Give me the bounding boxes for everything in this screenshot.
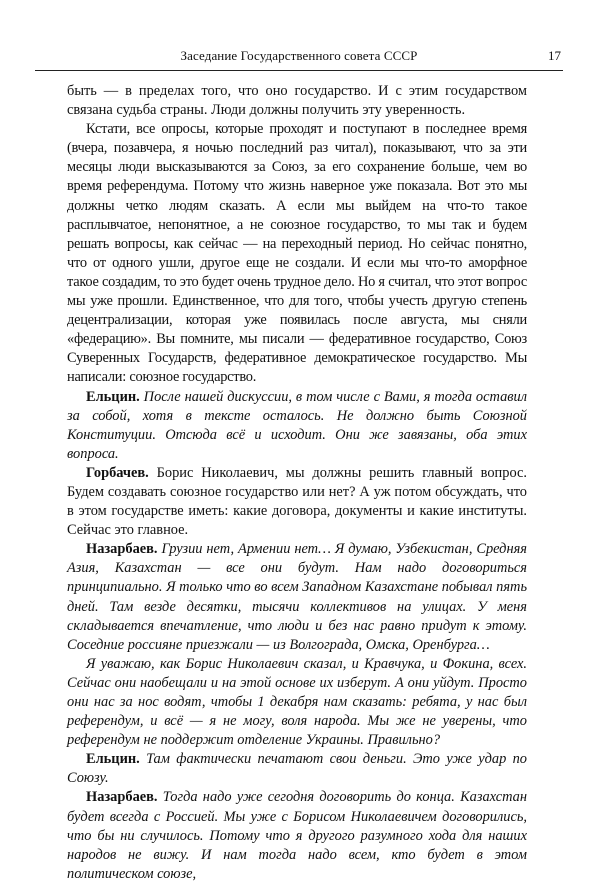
paragraph xyxy=(67,120,527,387)
paragraph-text: Тогда надо уже сегодня договорить до конца. Казахстан будет всегда с Россией. Мы уже с Борисом Николаевичем договорились, что бы ни случилось. Потому что я другого разумного хода для наших народов не вижу. И нам тогда надо всем, кто будет в этом политическом союзе, xyxy=(67,789,527,882)
speaker-name: Ельцин. xyxy=(86,751,147,768)
speaker-name: Горбачев. xyxy=(86,464,157,481)
speaker-name: Ельцин. xyxy=(86,388,144,405)
paragraph-text: Грузии нет, Армении нет… Я думаю, Узбекистан, Средняя Азия, Казахстан — все они будут. Нам надо договориться принципиально. Я только что во всем Западном Казахстане побывал пять дней. Там везде десятки, тысячи коллективов на улицах. У меня складывается впечатление, что люди и без нас равно придут к этому. Соседние россияне приезжали — из Волгограда, Омска, Оренбурга… xyxy=(67,541,527,653)
paragraph-text: Я уважаю, как Борис Николаевич сказал, и Кравчука, и Фокина, всех. Сейчас они наобещали и на этой основе их изберут. А они уйдут. Просто они нас за нос водят, чтобы 1 декабря нам сказать: ребята, у нас был референдум, и всё — я не могу, воля народа. Мы же не уверены, что референдум не поддержит отделение Украины. Правильно? xyxy=(67,655,527,749)
paragraph xyxy=(67,655,527,750)
speaker-name: Назарбаев. xyxy=(86,541,162,558)
paragraph xyxy=(67,750,527,788)
paragraph-text: быть — в пределах того, что оно государство. И с этим государством связана судьба страны. Люди должны получить эту уверенность. xyxy=(67,83,527,119)
header-divider xyxy=(35,70,563,71)
paragraph xyxy=(67,82,527,120)
paragraph-text: Борис Николаевич, мы должны решить главный вопрос. Будем создавать союзное государство или нет? А уж потом обсуждать, что в этом государстве иметь: какие договора, документы и какие институты. Сейчас это главное. xyxy=(67,464,527,539)
paragraph xyxy=(67,464,527,540)
paragraph xyxy=(67,388,527,464)
speaker-name: Назарбаев. xyxy=(86,789,163,806)
page-number: 17 xyxy=(548,48,561,63)
paragraph-text: После нашей дискуссии, в том числе с Вами, я тогда оставил за собой, хотя в тексте осталось. Не должно быть Союзной Конституции. Отсюда всё и исходит. Они же завязаны, оба этих вопроса. xyxy=(67,388,527,462)
paragraph-text: Кстати, все опросы, которые проходят и поступают в последнее время (вчера, позавчера, я ночью последний раз читал), показывают, что за эти месяцы люди высказываются за Союз, за его сохранение больше, чем во время референдума. Потому что жизнь наверное уже показала. Вот это мы должны четко людям сказать. А если мы выйдем на что-то такое расплывчатое, непонятное, а не союзное государство, то мы так и будем решать вопросы, как сейчас — на переходный период. Но сейчас понятно, что от одного ушли, другое еще не создали. И если мы что-то аморфное такое создадим, то это будет очень трудное дело. Но я считал, что этот вопрос мы уже прошли. Единственное, что для того, чтобы учесть другую степень децентрализации, которая уже появилась после августа, мы сняли «федерацию». Вы помните, мы писали — федеративное государство, Союз Суверенных Государств, федеративное демократическое государство. Мы написали: союзное государство. xyxy=(67,121,527,386)
paragraph xyxy=(67,788,527,883)
running-header xyxy=(35,46,563,68)
text-body xyxy=(67,82,527,884)
paragraph-text: Там фактически печатают свои деньги. Это уже удар по Союзу. xyxy=(67,751,527,787)
paragraph xyxy=(67,540,527,655)
running-title: Заседание Государственного совета СССР xyxy=(180,48,418,63)
